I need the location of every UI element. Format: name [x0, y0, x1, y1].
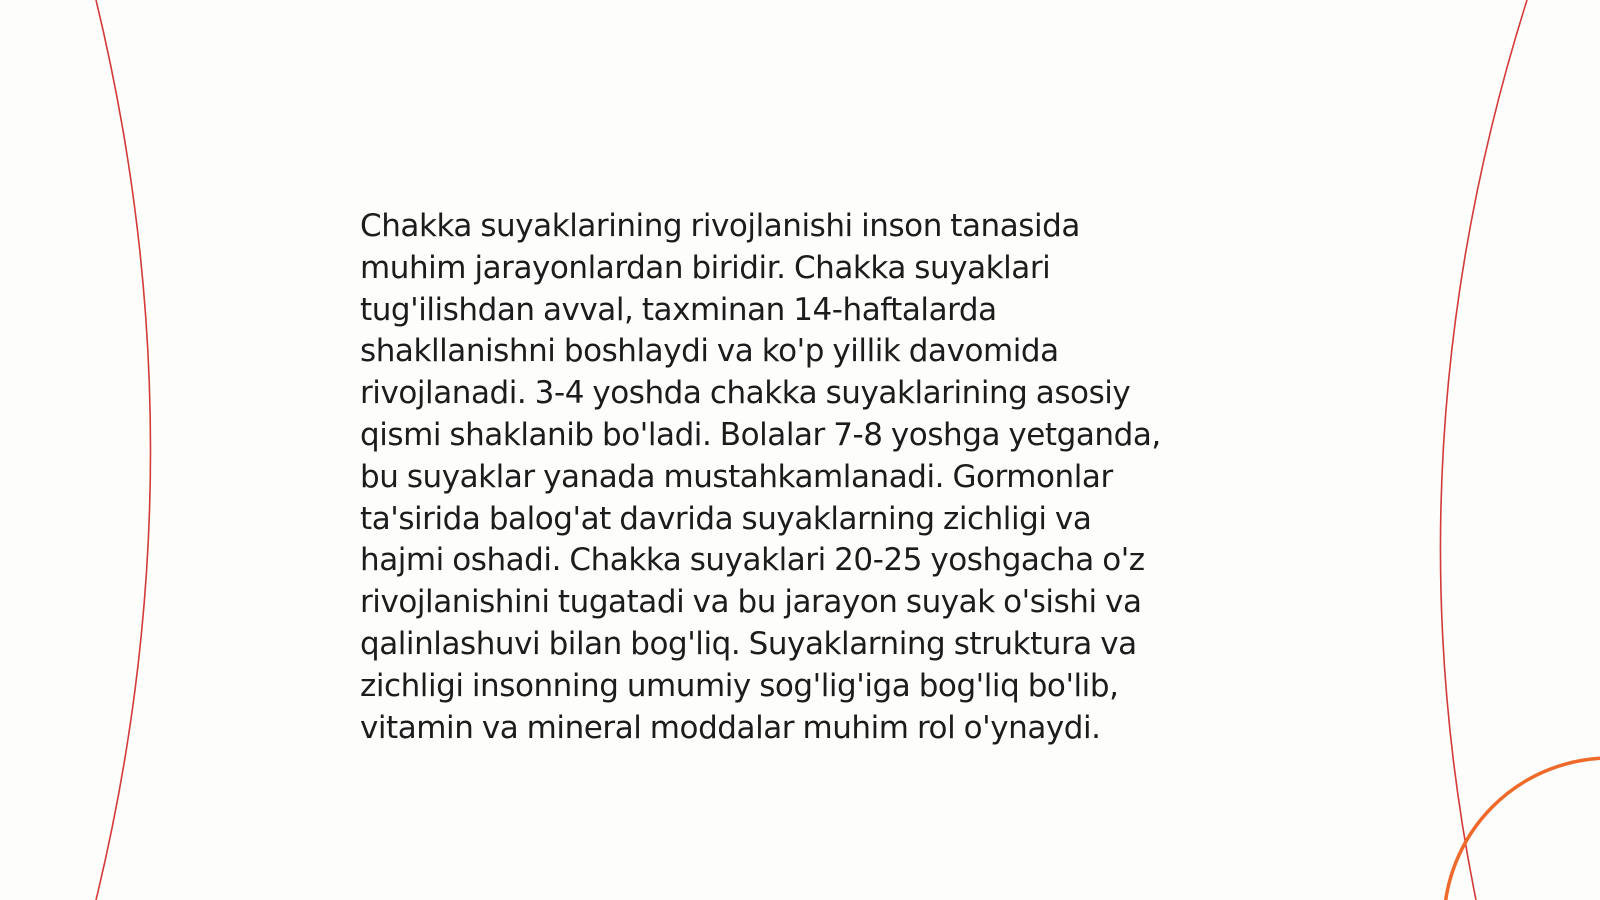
paragraph-line: shakllanishni boshlaydi va ko'p yillik davomida [360, 333, 1059, 370]
accent-arc [1444, 758, 1600, 900]
paragraph-line: qismi shaklanib bo'ladi. Bolalar 7-8 yoshga yetganda, [360, 416, 1161, 453]
paragraph-line: rivojlanadi. 3-4 yoshda chakka suyaklarining asosiy [360, 375, 1131, 412]
paragraph-line: tug'ilishdan avval, taxminan 14-haftalarda [360, 291, 997, 328]
paragraph-line: Chakka suyaklarining rivojlanishi inson tanasida [360, 208, 1080, 244]
paragraph-line: ta'sirida balog'at davrida suyaklarning zichligi va [360, 500, 1092, 537]
right-curve-line [1440, 0, 1527, 900]
paragraph-line: hajmi oshadi. Chakka suyaklari 20-25 yoshgacha o'z [360, 542, 1145, 579]
left-curve-line [96, 0, 151, 900]
paragraph-line: rivojlanishini tugatadi va bu jarayon suyak o'sishi va [360, 584, 1142, 621]
paragraph-line: qalinlashuvi bilan bog'liq. Suyaklarning struktura va [360, 625, 1137, 662]
body-paragraph [360, 206, 1240, 749]
paragraph-line: bu suyaklar yanada mustahkamlanadi. Gormonlar [360, 458, 1113, 495]
paragraph-line: vitamin va mineral moddalar muhim rol o'ynaydi. [360, 709, 1101, 746]
paragraph-line: muhim jarayonlardan biridir. Chakka suyaklari [360, 249, 1051, 286]
paragraph-line: zichligi insonning umumiy sog'lig'iga bog'liq bo'lib, [360, 667, 1119, 704]
